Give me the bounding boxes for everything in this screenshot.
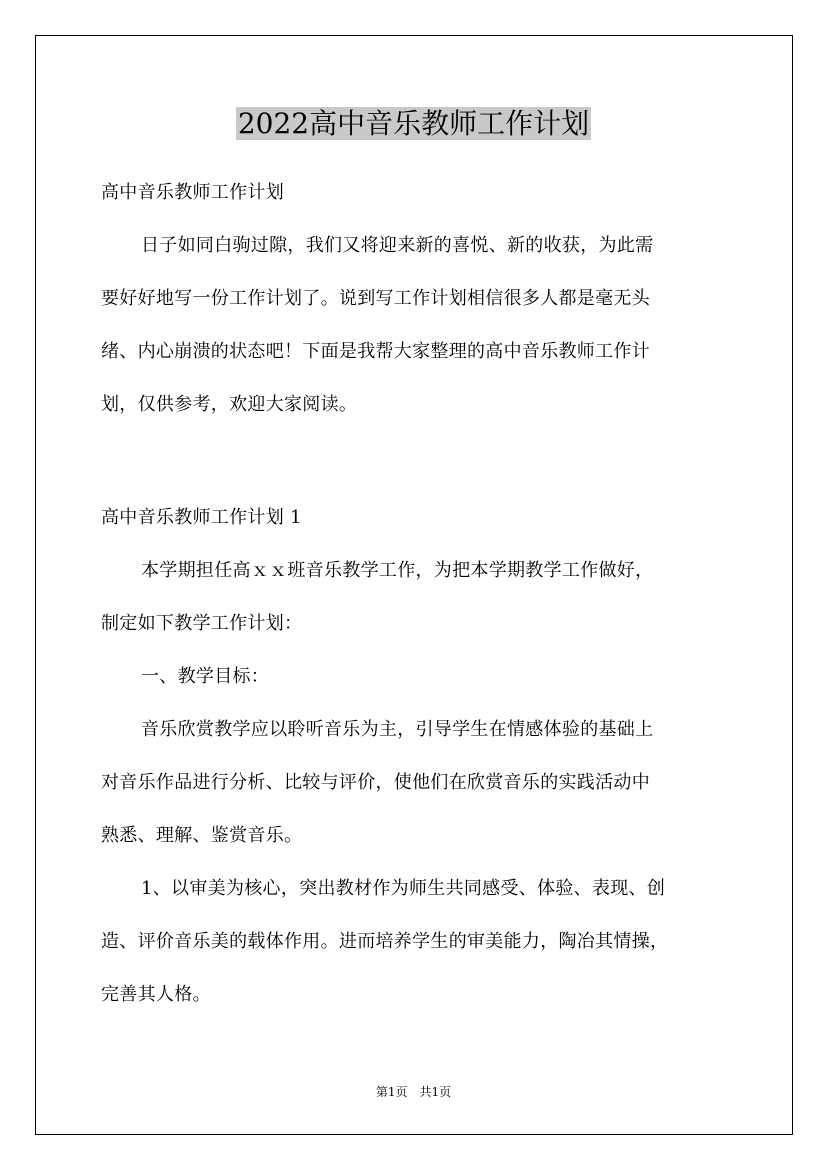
page-footer	[0, 1083, 827, 1101]
paragraph-gap	[101, 435, 731, 495]
document-title	[0, 100, 827, 148]
body-line: 1、以审美为核心，突出教材作为师生共同感受、体验、表现、创	[141, 878, 666, 899]
body-line: 音乐欣赏教学应以聆听音乐为主，引导学生在情感体验的基础上	[141, 719, 654, 740]
body-line: 对音乐作品进行分析、比较与评价，使他们在欣赏音乐的实践活动中	[101, 772, 650, 793]
intro-line: 要好好地写一份工作计划了。说到写工作计划相信很多人都是毫无头	[101, 288, 650, 309]
document-title-text: 2022高中音乐教师工作计划	[237, 107, 590, 140]
section-heading: 高中音乐教师工作计划 1	[101, 507, 302, 528]
body-line: 造、评价音乐美的载体作用。进而培养学生的审美能力，陶冶其情操，	[101, 931, 669, 952]
body-line: 完善其人格。	[101, 984, 211, 1005]
intro-line: 绪、内心崩溃的状态吧！下面是我帮大家整理的高中音乐教师工作计	[101, 341, 650, 362]
document-subtitle: 高中音乐教师工作计划	[101, 182, 284, 203]
body-line: 熟悉、理解、鉴赏音乐。	[101, 825, 303, 846]
intro-line: 划，仅供参考，欢迎大家阅读。	[101, 394, 358, 415]
document-body	[101, 170, 731, 1025]
body-line: 本学期担任高ｘｘ班音乐教学工作，为把本学期教学工作做好，	[141, 560, 654, 581]
intro-line: 日子如同白驹过隙，我们又将迎来新的喜悦、新的收获，为此需	[141, 235, 654, 256]
page-number: 第1页 共1页	[375, 1085, 452, 1099]
body-line: 一、教学目标：	[141, 666, 270, 687]
body-line: 制定如下教学工作计划：	[101, 613, 303, 634]
